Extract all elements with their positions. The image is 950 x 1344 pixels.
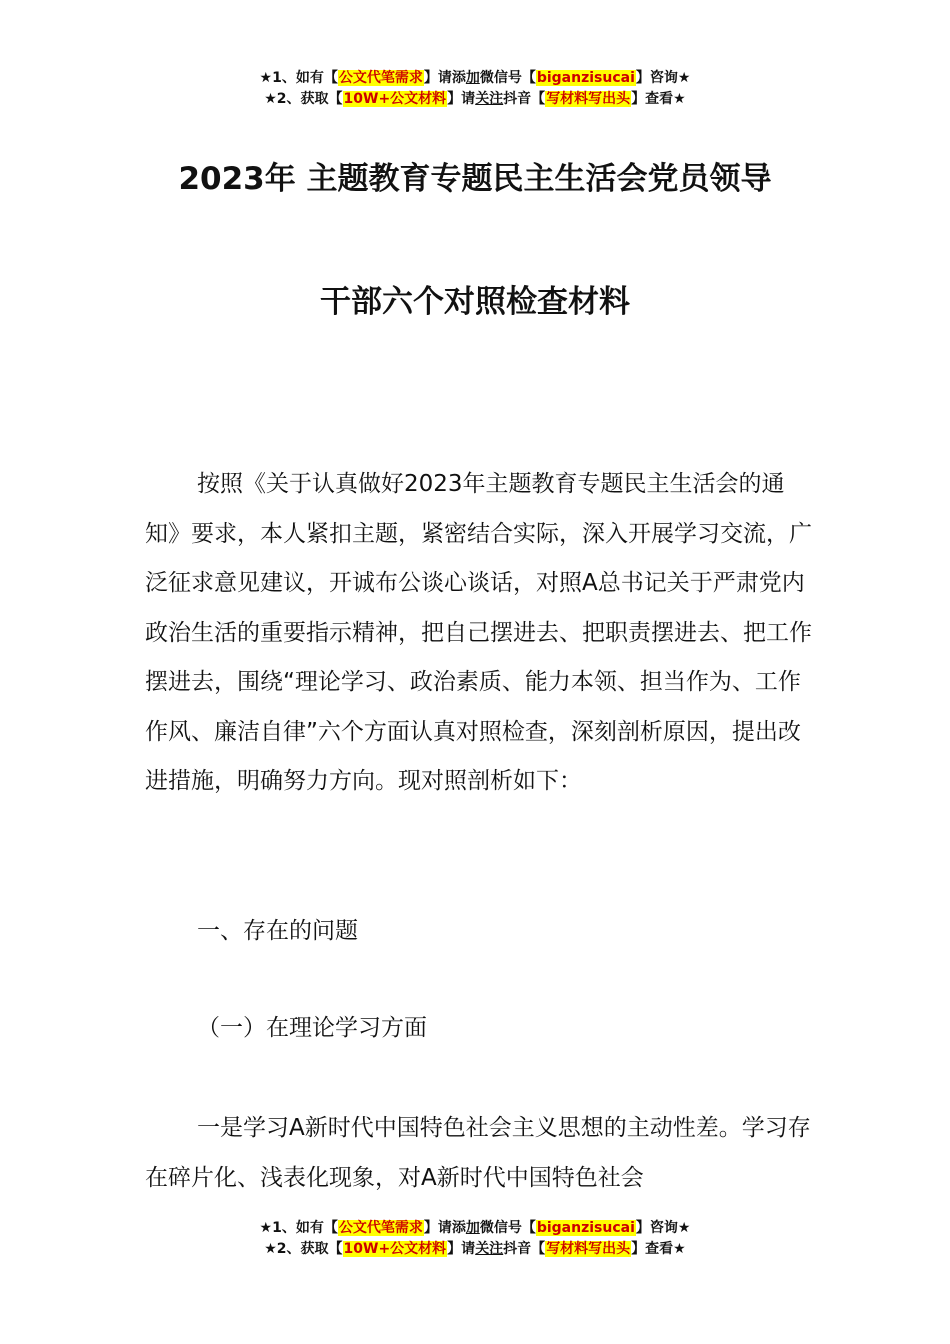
banner-underline: 加	[465, 1220, 480, 1236]
top-banner	[0, 68, 950, 110]
highlight-ghostwriting: 公文代笔需求	[338, 70, 423, 86]
highlight-wechat-id: biganzisucai	[536, 70, 635, 86]
banner-text: 】查看★	[631, 91, 686, 107]
highlight-douyin: 写材料写出头	[546, 1241, 631, 1257]
banner-underline: 关注	[475, 91, 504, 107]
banner-line-2	[0, 1239, 950, 1260]
banner-text: 】咨询★	[635, 70, 691, 86]
banner-text: ★2、获取【	[264, 91, 343, 107]
highlight-ghostwriting: 公文代笔需求	[338, 1220, 423, 1236]
banner-line-1	[0, 1218, 950, 1239]
banner-text: 】请添	[423, 70, 466, 86]
highlight-materials: 10W+公文材料	[343, 91, 447, 107]
banner-line-1	[0, 68, 950, 89]
banner-text: 】请	[447, 1241, 476, 1257]
highlight-douyin: 写材料写出头	[546, 91, 631, 107]
intro-paragraph: 按照《关于认真做好2023年主题教育专题民主生活会的通知》要求，本人紧扣主题，紧密结合实际，深入开展学习交流，广泛征求意见建议，开诚布公谈心谈话，对照A总书记关于严肃党内政治生活的重要指示精神，把自己摆进去、把职责摆进去、把工作摆进去，围绕“理论学习、政治素质、能力本领、担当作为、工作作风、廉洁自律”六个方面认真对照检查，深刻剖析原因，提出改进措施，明确努力方向。现对照剖析如下：	[145, 471, 812, 794]
document-title-line-2: 干部六个对照检查材料	[320, 284, 630, 320]
banner-text: 】请	[447, 91, 476, 107]
section-heading: 一、存在的问题	[197, 918, 358, 944]
banner-text: 】咨询★	[635, 1220, 691, 1236]
subsection-heading: （一）在理论学习方面	[197, 1015, 427, 1041]
banner-text: ★2、获取【	[264, 1241, 343, 1257]
banner-text: 微信号【	[479, 1220, 536, 1236]
highlight-wechat-id: biganzisucai	[536, 1220, 635, 1236]
banner-line-2	[0, 89, 950, 110]
banner-underline: 关注	[475, 1241, 504, 1257]
banner-text: 抖音【	[503, 91, 546, 107]
bottom-banner	[0, 1218, 950, 1260]
banner-text: 微信号【	[479, 70, 536, 86]
body-paragraph: 一是学习A新时代中国特色社会主义思想的主动性差。学习存在碎片化、浅表化现象，对A新时代中国特色社会	[145, 1115, 811, 1191]
banner-text: ★1、如有【	[259, 70, 338, 86]
banner-text: 】查看★	[631, 1241, 686, 1257]
banner-text: 抖音【	[503, 1241, 546, 1257]
banner-text: 】请添	[423, 1220, 466, 1236]
document-title-line-1: 2023年 主题教育专题民主生活会党员领导	[178, 161, 772, 197]
banner-text: ★1、如有【	[259, 1220, 338, 1236]
banner-underline: 加	[465, 70, 480, 86]
highlight-materials: 10W+公文材料	[343, 1241, 447, 1257]
